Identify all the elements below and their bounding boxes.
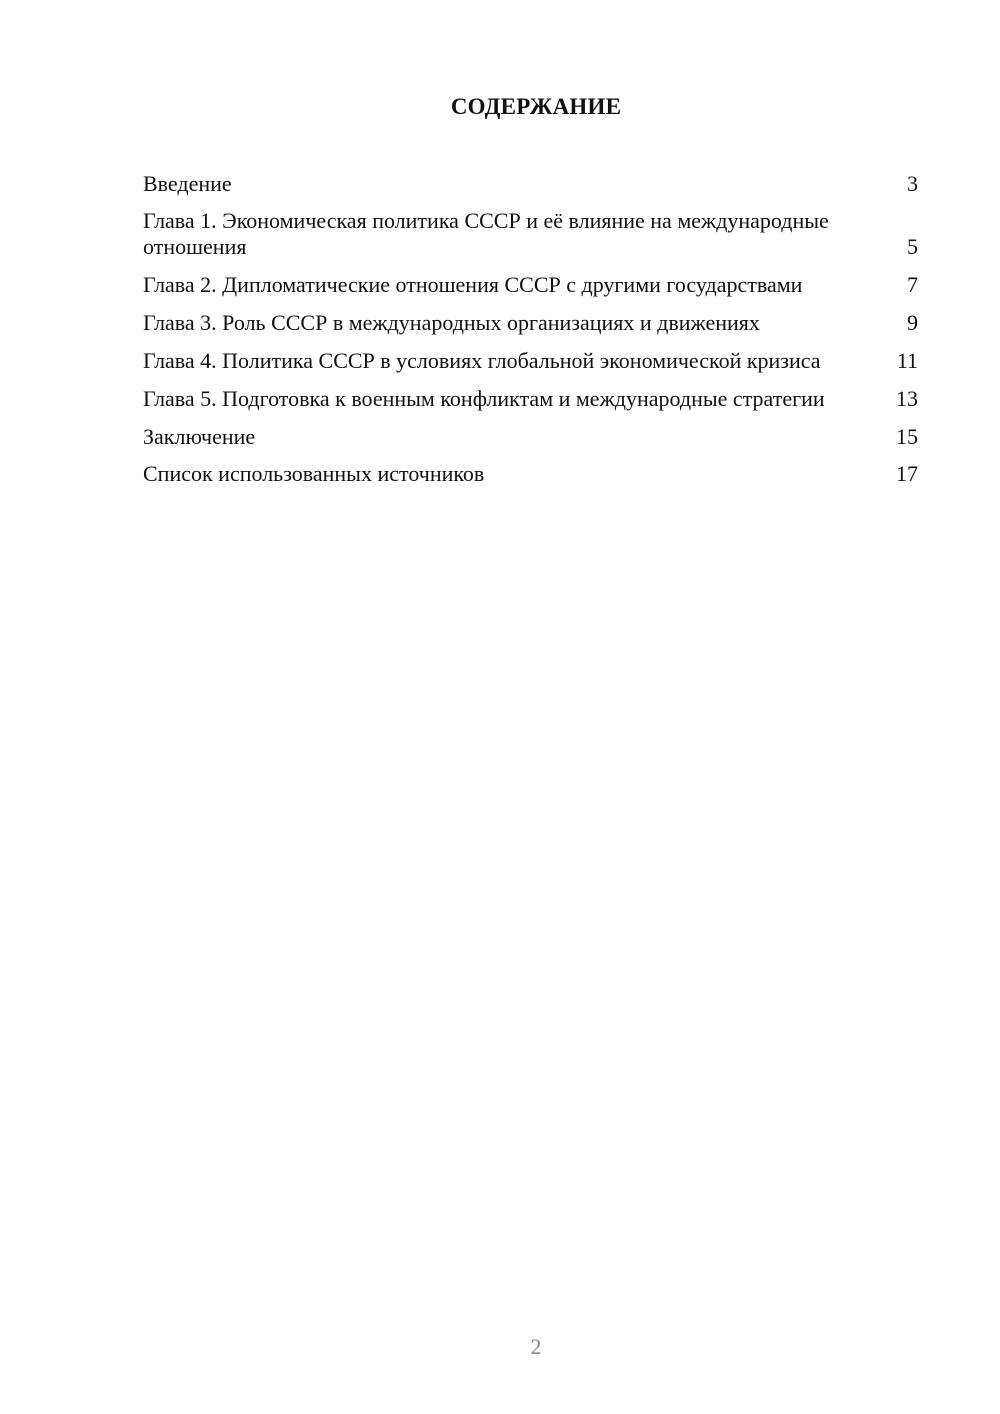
toc-entry-chapter-1[interactable] (143, 208, 918, 260)
toc-entry-page: 7 (907, 272, 918, 297)
toc-entry-page: 9 (907, 310, 918, 335)
toc-entry-text: Глава 3. Роль СССР в международных организациях и движениях (143, 310, 760, 335)
toc-entry-references[interactable] (143, 461, 918, 487)
toc-entry-page: 5 (907, 234, 918, 259)
toc-entry-text: Введение (143, 171, 232, 196)
table-of-contents (143, 171, 918, 498)
toc-entry-chapter-4[interactable] (143, 348, 918, 374)
toc-entry-conclusion[interactable] (143, 424, 918, 450)
toc-entry-text: Глава 2. Дипломатические отношения СССР с другими государствами (143, 272, 803, 297)
toc-entry-text: Глава 1. Экономическая политика СССР и её влияние на международные отношения (143, 208, 829, 259)
toc-entry-page: 3 (907, 171, 918, 196)
page-title: СОДЕРЖАНИЕ (450, 94, 622, 119)
toc-entry-page: 17 (896, 461, 918, 486)
toc-entry-chapter-2[interactable] (143, 272, 918, 298)
toc-entry-chapter-5[interactable] (143, 386, 918, 412)
toc-entry-page: 13 (896, 386, 918, 411)
toc-entry-text: Список использованных источников (143, 461, 485, 486)
toc-entry-page: 15 (896, 424, 918, 449)
toc-entry-chapter-3[interactable] (143, 310, 918, 336)
toc-entry-text: Глава 4. Политика СССР в условиях глобальной экономической кризиса (143, 348, 821, 373)
page-number: 2 (530, 1334, 542, 1359)
toc-entry-introduction[interactable] (143, 171, 918, 197)
toc-entry-page: 11 (896, 348, 918, 373)
toc-entry-text: Глава 5. Подготовка к военным конфликтам и международные стратегии (143, 386, 825, 411)
toc-entry-text: Заключение (143, 424, 256, 449)
